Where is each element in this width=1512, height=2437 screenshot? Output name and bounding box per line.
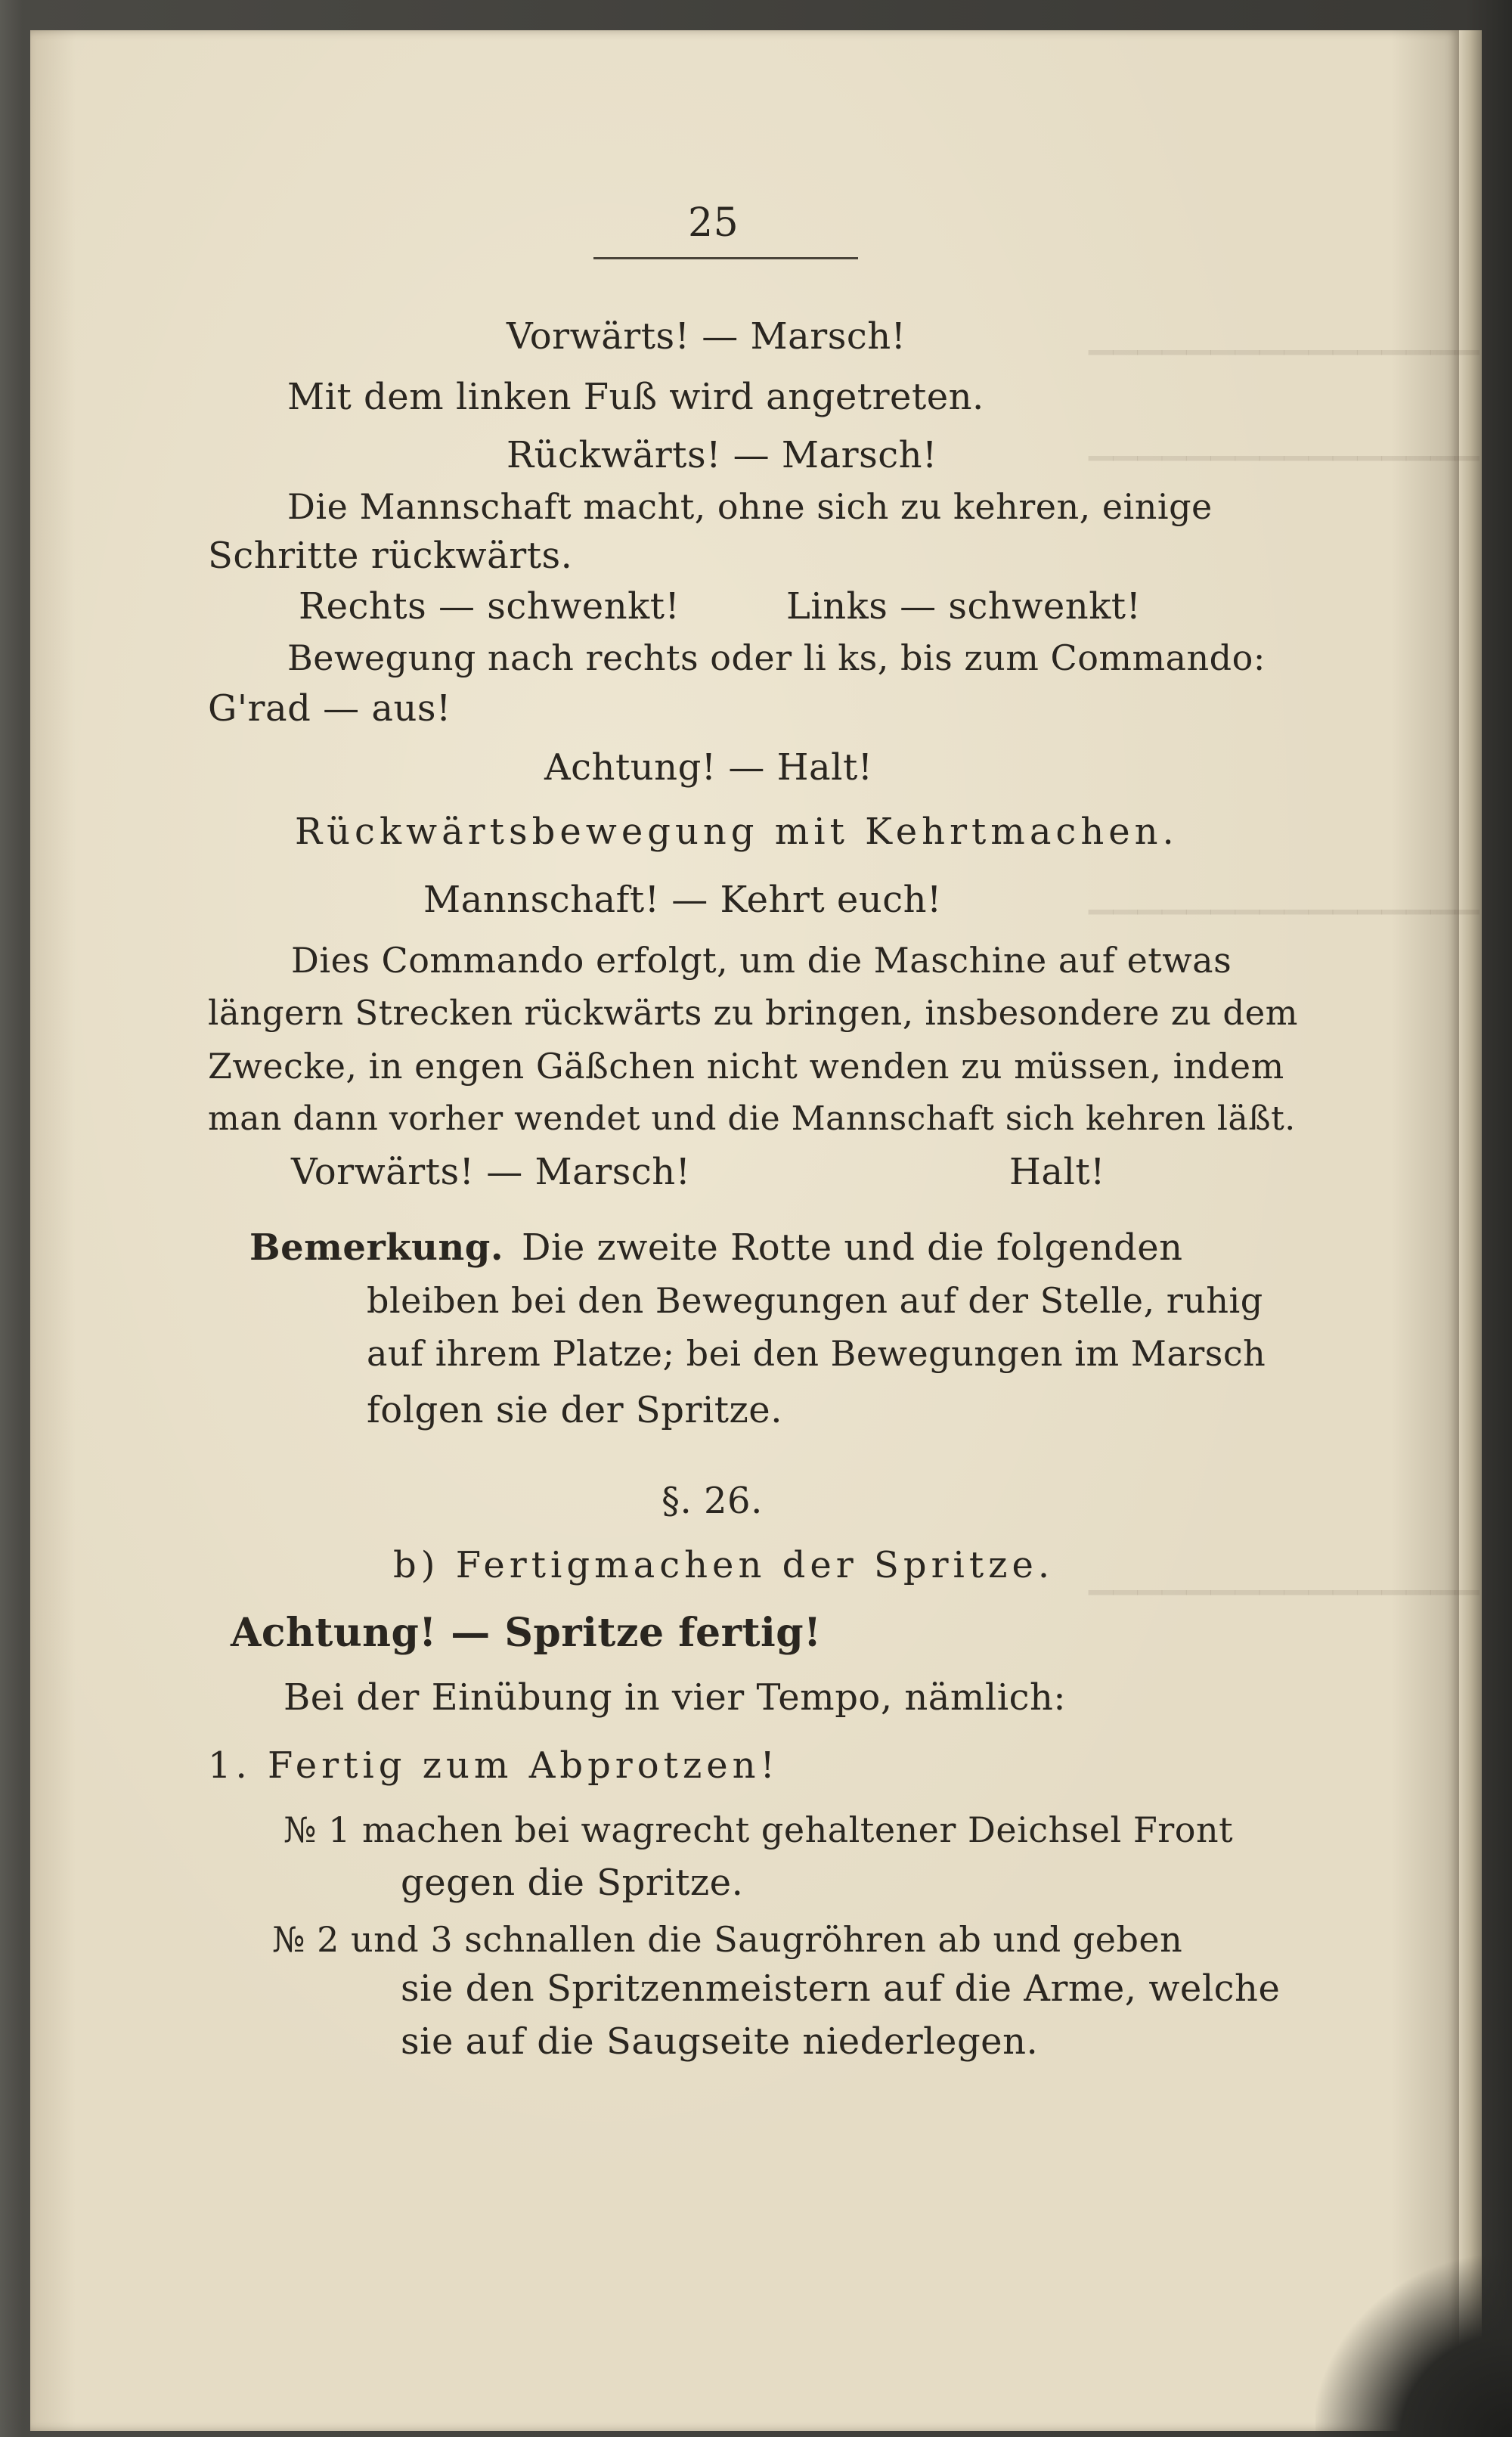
text-line: № 1 machen bei wagrecht gehaltener Deichsel Front	[284, 1809, 1234, 1850]
text-line: Mit dem linken Fuß wird angetreten.	[287, 376, 984, 418]
bleed-through: ▁▁▁▁▁▁▁▁▁▁▁▁▁▁▁▁	[1089, 877, 1479, 914]
text-line: Achtung! — Halt!	[544, 746, 873, 789]
text-line: auf ihrem Platze; bei den Bewegungen im Marsch	[367, 1333, 1266, 1374]
text-line: Bei der Einübung in vier Tempo, nämlich:	[284, 1676, 1067, 1719]
text-line: folgen sie der Spritze.	[367, 1389, 782, 1431]
text-line: Schritte rückwärts.	[208, 535, 573, 577]
text-line: G'rad — aus!	[208, 687, 451, 730]
text-line: Bewegung nach rechts oder li ks, bis zum Commando:	[287, 637, 1266, 678]
section-number: §. 26.	[662, 1480, 763, 1522]
text-line: Dies Commando erfolgt, um die Maschine auf etwas	[291, 940, 1232, 981]
list-item: 1. Fertig zum Abprotzen!	[208, 1744, 779, 1787]
command-heading: Achtung! — Spritze fertig!	[231, 1610, 822, 1656]
bleed-through: ▁▁▁▁▁▁▁▁▁▁▁▁▁▁▁▁	[1089, 318, 1479, 355]
text-line: längern Strecken rückwärts zu bringen, insbesondere zu dem	[208, 993, 1298, 1033]
bleed-through: ▁▁▁▁▁▁▁▁▁▁▁▁▁▁▁▁	[1089, 423, 1479, 460]
text-line: Zwecke, in engen Gäßchen nicht wenden zu müssen, indem	[208, 1046, 1284, 1087]
text-line: Rechts — schwenkt!	[299, 585, 680, 628]
corner-shadow	[1315, 2256, 1512, 2437]
text-line: man dann vorher wendet und die Mannschaft sich kehren läßt.	[208, 1099, 1296, 1138]
header-rule	[593, 257, 858, 259]
section-heading: Rückwärtsbewegung mit Kehrtmachen.	[295, 811, 1179, 853]
text-line: Links — schwenkt!	[786, 585, 1142, 628]
text-line: sie auf die Saugseite niederlegen.	[401, 2020, 1039, 2063]
text-line: Rückwärts! — Marsch!	[507, 434, 937, 476]
text-line: Die Mannschaft macht, ohne sich zu kehren, einige	[287, 486, 1213, 527]
bleed-through: ▁▁▁▁▁▁▁▁▁▁▁▁▁▁▁▁	[1089, 1558, 1479, 1595]
text-line: Vorwärts! — Marsch!	[291, 1151, 691, 1193]
text-line: № 2 und 3 schnallen die Saugröhren ab und geben	[272, 1919, 1183, 1960]
text-line: Die zweite Rotte und die folgenden	[522, 1226, 1183, 1269]
section-title: b) Fertigmachen der Spritze.	[393, 1544, 1055, 1586]
text-line: bleiben bei den Bewegungen auf der Stelle, ruhig	[367, 1280, 1263, 1321]
text-line: Mannschaft! — Kehrt euch!	[423, 879, 942, 921]
page-edge	[1459, 30, 1482, 2431]
text-line: Vorwärts! — Marsch!	[507, 315, 906, 358]
text-line: gegen die Spritze.	[401, 1862, 744, 1904]
note-label: Bemerkung.	[249, 1226, 504, 1269]
text-line: sie den Spritzenmeistern auf die Arme, welche	[401, 1967, 1281, 2010]
page-number: 25	[688, 200, 739, 246]
text-line: Halt!	[1009, 1151, 1105, 1193]
